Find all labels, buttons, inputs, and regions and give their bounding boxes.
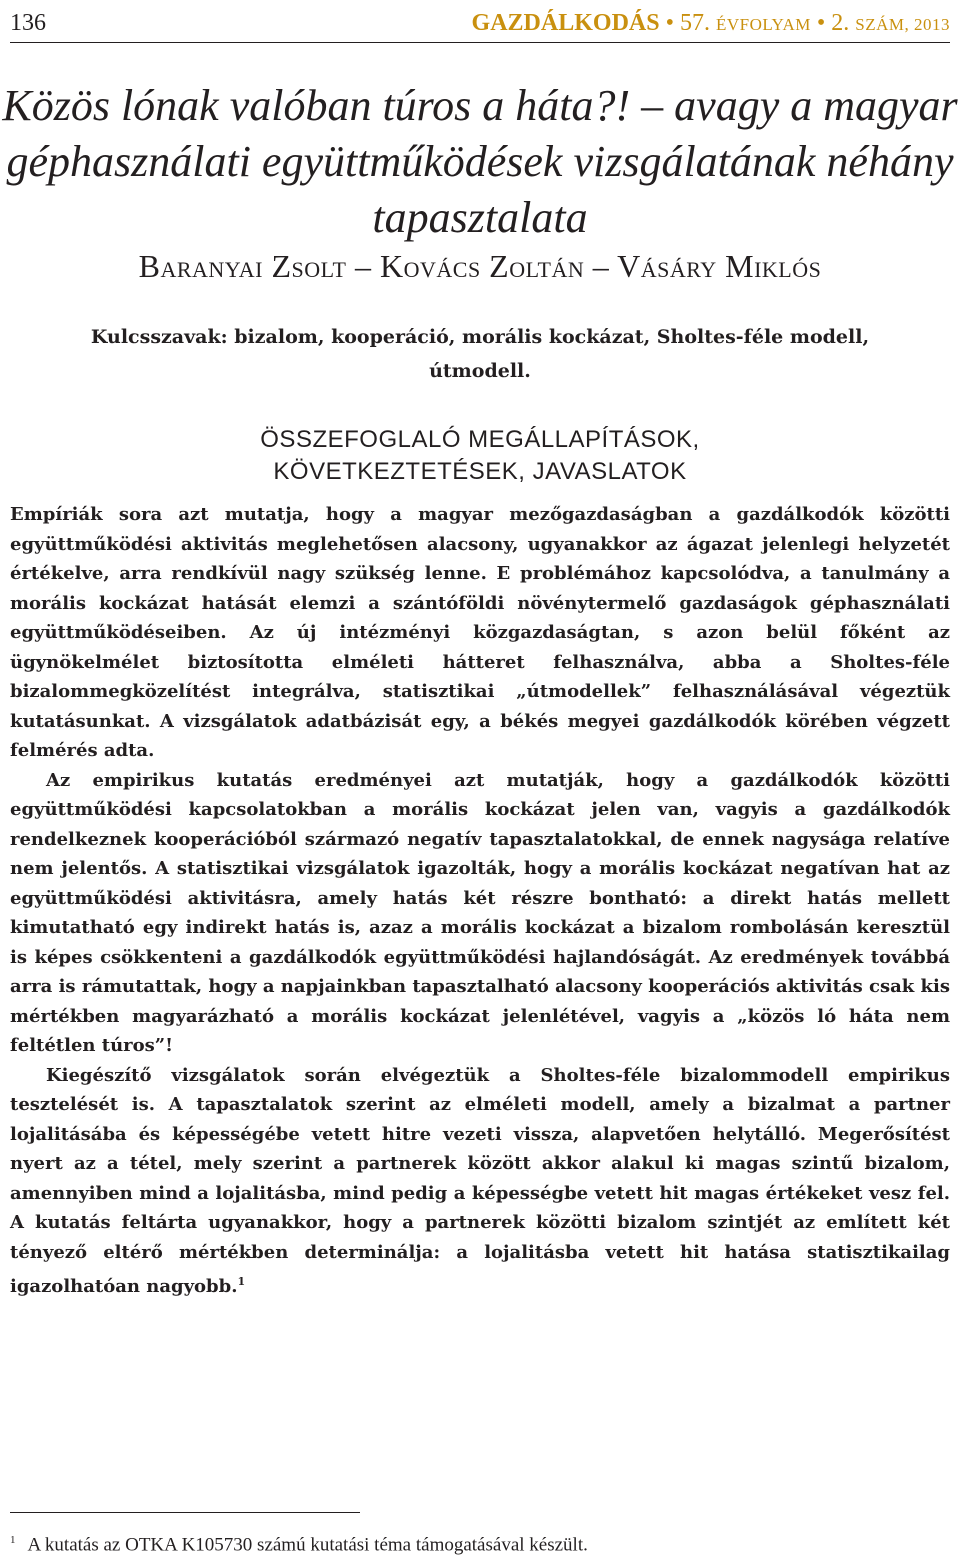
abstract-paragraph-3-text: Kiegészítő vizsgálatok során elvégeztük a Sholtes-féle bizalommodell empirikus tesztelését is. A tapasztalatok szerint az elméleti modell, amely a bizalmat a partner lojalitásába és képességébe vetett hitre vezeti vissza, alapvetően helytálló. Megerősítést nyert az a tétel, mely szerint a partnerek között akkor alakul ki magas szintű bizalom, amennyiben mind a lojalitásba, mind pedig a képességbe vetett hit magas értékeket vesz fel. A kutatás feltárta ugyanakkor, hogy a partnerek közötti bizalom szintjét az említett két tényező eltérő mértékben determinálja: a lojalitásba vetett hit hatása statisztikailag igazolhatóan nagyobb. bbox=[10, 1064, 950, 1297]
section-heading bbox=[0, 424, 960, 488]
section-heading-line-2: KÖVETKEZTETÉSEK, JAVASLATOK bbox=[273, 458, 687, 485]
issue-number: 2. bbox=[831, 10, 850, 36]
running-header bbox=[10, 6, 950, 40]
footnote-rule bbox=[10, 1512, 360, 1513]
header-bullet: • bbox=[665, 10, 674, 36]
article-authors: Baranyai Zsolt – Kovács Zoltán – Vásáry Miklós bbox=[138, 248, 822, 284]
footnote-text: A kutatás az OTKA K105730 számú kutatási téma támogatásával készült. bbox=[27, 1534, 588, 1556]
issue-label: SZÁM, 2013 bbox=[855, 15, 950, 34]
abstract-body bbox=[10, 500, 950, 1302]
journal-name: GAZDÁLKODÁS bbox=[471, 10, 660, 36]
volume-number: 57. bbox=[679, 10, 710, 36]
article-title: Közös lónak valóban túros a háta?! – avagy a magyar géphasználati együttműködések vizsgálatának néhány tapasztalata bbox=[2, 81, 958, 242]
abstract-paragraph-1: Empíriák sora azt mutatja, hogy a magyar mezőgazdaságban a gazdálkodók közötti együttműködési aktivitás meglehetősen alacsony, ugyanakkor az ágazat jelenlegi helyzetét értékelve, arra rendkívül nagy szükség lenne. E problémához kapcsolódva, a tanulmány a morális kockázat hatását elemzi a szántóföldi növénytermelő gazdaságok géphasználati együttműködéseiben. Az új intézményi közgazdaságtan, s azon belül főként az ügynökelmélet biztosította elméleti hátteret felhasználva, abba a Sholtes-féle bizalommegközelítést integrálva, statisztikai „útmodellek” felhasználásával végeztük kutatásunkat. A vizsgálatok adatbázisát egy, a békés megyei gazdálkodók körében végzett felmérés adta. bbox=[10, 504, 950, 761]
footnote-reference[interactable]: 1 bbox=[237, 1275, 246, 1288]
volume-label: ÉVFOLYAM bbox=[715, 15, 811, 34]
abstract-paragraph-2: Az empirikus kutatás eredményei azt mutatják, hogy a gazdálkodók közötti együttműködési kapcsolatokban a morális kockázat jelen van, vagyis a gazdálkodók rendelkeznek kooperációból származó negatív tapasztalatokkal, de ennek nagysága relatíve nem jelentős. A statisztikai vizsgálatok igazolták, hogy a morális kockázat negatívan hat az együttműködési aktivitásra, amely hatás két részre bontható: a direkt hatás mellett kimutatható egy indirekt hatás is, azaz a morális kockázat a bizalom rombolásán keresztül is képes csökkenteni a gazdálkodók együttműködési hajlandóságát. Az eredmények továbbá arra is rámutattak, hogy a napjainkban tapasztalható alacsony kooperációs aktivitás csak kis mértékben magyarázható a morális kockázat jelenlétével, vagyis a „közös ló háta nem feltétlen túros”! bbox=[10, 769, 950, 1056]
keywords: Kulcsszavak: bizalom, kooperáció, morális kockázat, Sholtes-féle modell, útmodell. bbox=[90, 326, 870, 382]
footnote bbox=[10, 1528, 950, 1557]
page-number: 136 bbox=[10, 10, 46, 36]
header-bullet-2: • bbox=[816, 10, 826, 36]
footnote-marker: 1 bbox=[10, 1534, 16, 1546]
header-rule bbox=[10, 42, 950, 43]
abstract-paragraph-3 bbox=[10, 1061, 950, 1302]
section-heading-line-1: ÖSSZEFOGLALÓ MEGÁLLAPÍTÁSOK, bbox=[260, 426, 700, 453]
journal-info bbox=[472, 6, 950, 42]
